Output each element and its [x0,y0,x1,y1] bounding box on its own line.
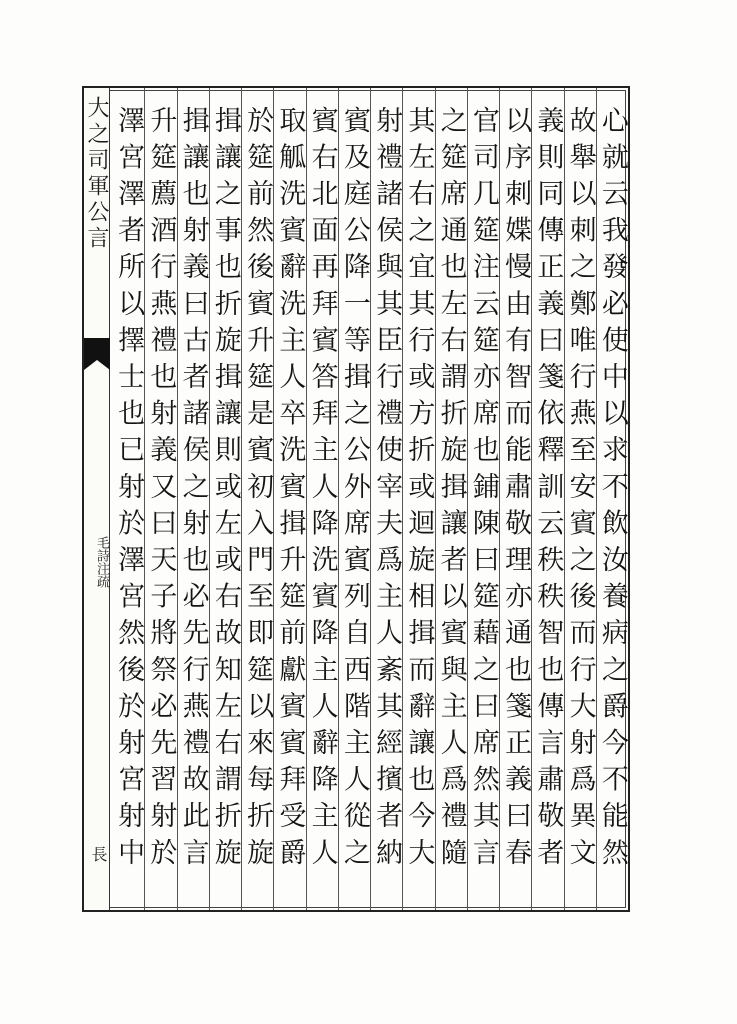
text-column: 之筵席通也左右謂折旋揖讓者以賓與主人爲禮隨 [435,106,467,875]
column-rule [531,88,532,910]
text-column: 以序刺媟慢由有智而能肅敬理亦通也箋正義曰春 [500,106,532,875]
text-column: 官司几筵注云筵亦席也鋪陳曰筵藉之曰席然其言 [467,106,499,875]
column-rule [435,88,436,910]
text-column: 其左右之宜其行或方折或迴旋相揖而辭讓也今大 [403,106,435,875]
text-column: 揖讓之事也折旋揖讓則或左或右故知左右謂折旋 [209,106,241,875]
text-column: 取觚洗賓辭洗主人卒洗賓揖升筵前獻賓賓拜受爵 [274,106,306,875]
column-rule [306,88,307,910]
column-rule [564,88,565,910]
column-rule [273,88,274,910]
column-rule [402,88,403,910]
text-column: 賓右北面再拜賓答拜主人降洗賓降主人辭降主人 [306,106,338,875]
column-rule [467,88,468,910]
column-rule [241,88,242,910]
section-title: 毛詩注疏 [94,536,109,588]
text-column: 升筵薦酒行燕禮也射義又曰天子將祭必先習射於 [145,106,177,875]
column-rule [370,88,371,910]
column-rule [177,88,178,910]
page-number: 長 [89,846,108,862]
text-column: 賓及庭公降一等揖之公外席賓列自西階主人從之 [338,106,370,875]
text-column: 心就云我發必使中以求不飲汝養病之爵今不能然 [596,106,628,875]
column-rule [209,88,210,910]
column-rule [338,88,339,910]
book-title: 大之司軍公言 [84,96,109,252]
text-column: 義則同傳正義曰箋依釋訓云秩秩智也傳言肅敬者 [532,106,564,875]
center-strip [84,88,110,910]
text-column: 揖讓也射義曰古者諸侯之射也必先行燕禮故此言 [177,106,209,875]
text-column: 於筵前然後賓升筵是賓初入門至即筵以來每折旋 [242,106,274,875]
text-column: 故舉以刺之鄭唯行燕至安賓之後而行大射爲異文 [564,106,596,875]
text-column: 射禮諸侯與其臣行禮使宰夫爲主人紊其經擯者納 [371,106,403,875]
text-column: 澤宮澤者所以擇士也已射於澤宮然後於射宮射中 [113,106,145,875]
column-rule [499,88,500,910]
column-rule [596,88,597,910]
fishtail-mark [84,338,110,360]
column-rule [144,88,145,910]
